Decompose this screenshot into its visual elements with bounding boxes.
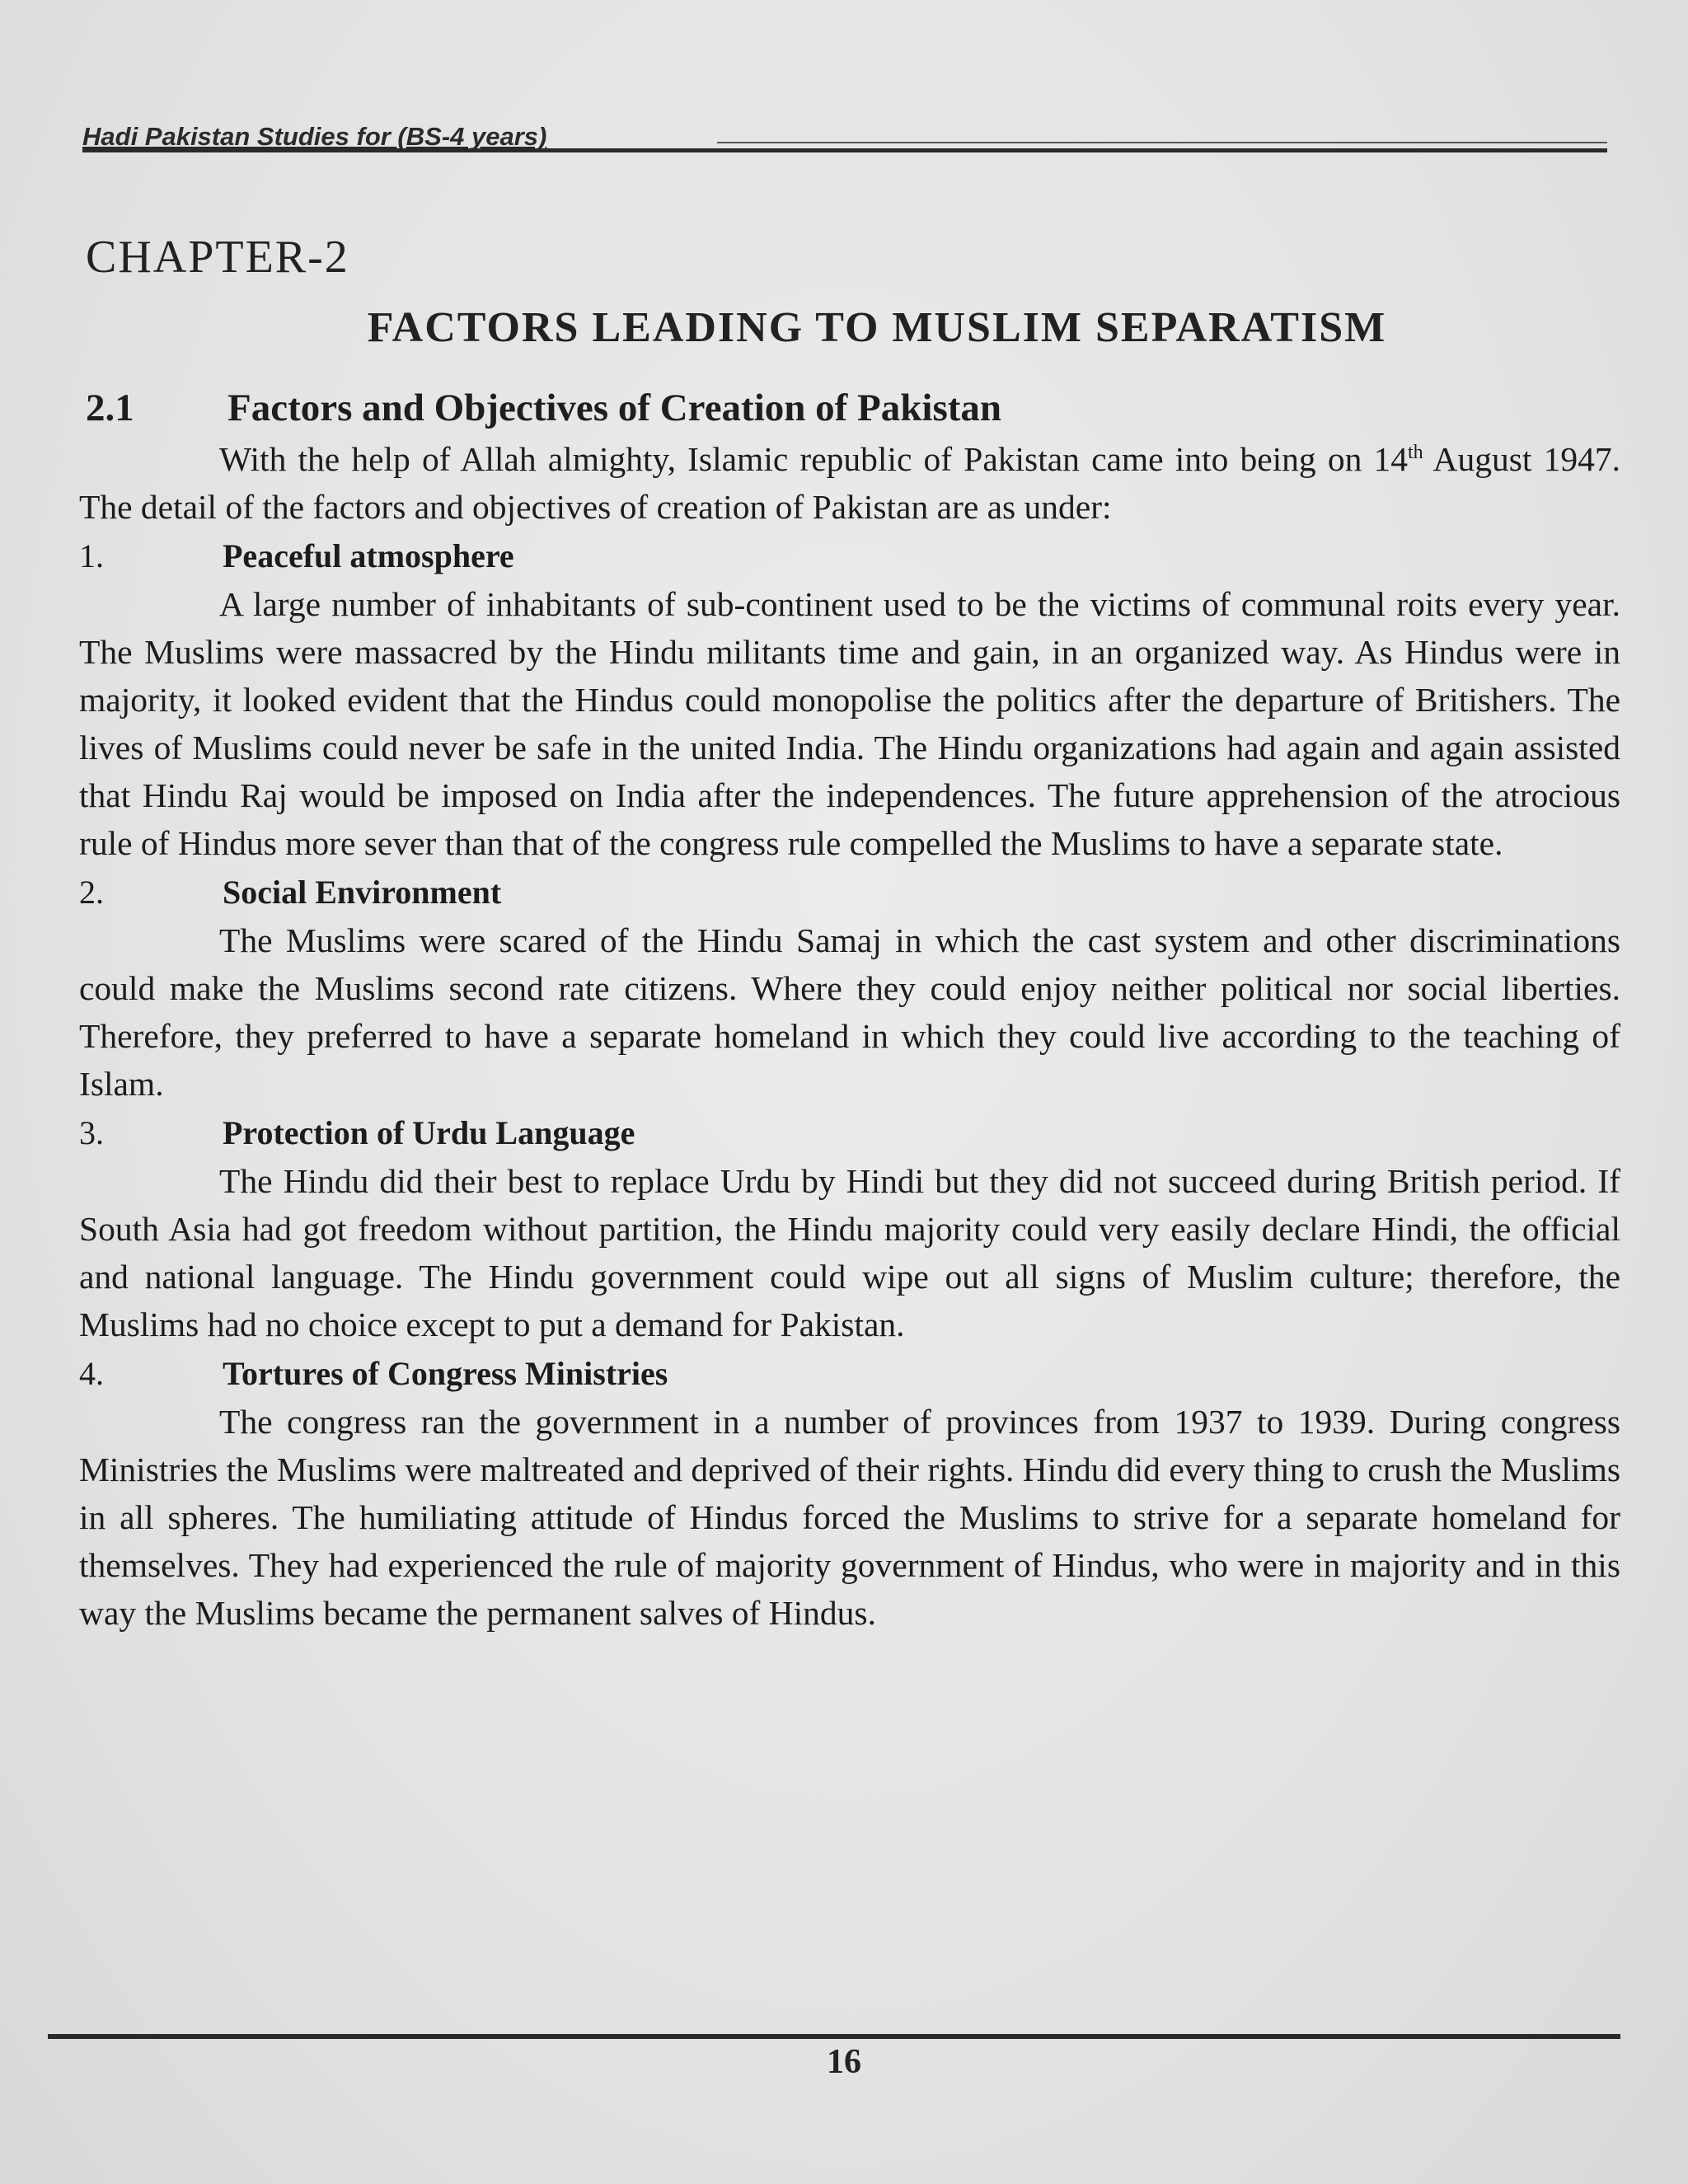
item-number: 1.	[79, 537, 104, 574]
item-title: Tortures of Congress Ministries	[223, 1355, 668, 1392]
item-title: Protection of Urdu Language	[223, 1114, 635, 1151]
item-heading-peaceful-atmosphere	[79, 532, 1620, 580]
page-number: 16	[827, 2043, 861, 2081]
item-heading-social-environment	[79, 869, 1620, 916]
chapter-label: CHAPTER-2	[86, 232, 349, 283]
intro-text-part1: With the help of Allah almighty, Islamic republic of Pakistan came into being on 14	[219, 440, 1408, 478]
header-rule	[82, 148, 1607, 152]
item-heading-congress-ministries	[79, 1350, 1620, 1398]
section-number: 2.1	[86, 387, 134, 429]
item-title: Social Environment	[223, 874, 502, 911]
section-title: Factors and Objectives of Creation of Pakistan	[227, 387, 1002, 429]
intro-text-part2: August 1947. The detail of the factors and objectives of creation of Pakistan are as under:	[79, 440, 1620, 526]
item-heading-urdu-language	[79, 1109, 1620, 1157]
item-paragraph-urdu-language: The Hindu did their best to replace Urdu by Hindi but they did not succeed during British period. If South Asia had got freedom without partition, the Hindu majority could very easily declare Hindi, the official and national language. The Hindu government could wipe out all signs of Muslim culture; therefore, the Muslims had no choice except to put a demand for Pakistan.	[79, 1162, 1620, 1343]
item-paragraph-peaceful-atmosphere: A large number of inhabitants of sub-continent used to be the victims of communal roits every year. The Muslims were massacred by the Hindu militants time and gain, in an organized way. As Hindus were in majority, it looked evident that the Hindus could monopolise the politics after the departure of Britishers. The lives of Muslims could never be safe in the united India. The Hindu organizations had again and again assisted that Hindu Raj would be imposed on India after the independences. The future apprehension of the atrocious rule of Hindus more sever than that of the congress rule compelled the Muslims to have a separate state.	[79, 585, 1620, 862]
item-title: Peaceful atmosphere	[223, 537, 514, 574]
item-number: 4.	[79, 1355, 104, 1392]
running-header: Hadi Pakistan Studies for (BS-4 years)	[82, 122, 547, 151]
header-rule-thin	[717, 142, 1607, 143]
item-paragraph-social-environment: The Muslims were scared of the Hindu Samaj in which the cast system and other discriminations could make the Muslims second rate citizens. Where they could enjoy neither political nor social liberties. Therefore, they preferred to have a separate homeland in which they could live according to the teaching of Islam.	[79, 921, 1620, 1103]
footer-rule	[48, 2034, 1620, 2039]
chapter-title: FACTORS LEADING TO MUSLIM SEPARATISM	[367, 304, 1387, 351]
item-number: 2.	[79, 874, 104, 911]
item-paragraph-congress-ministries: The congress ran the government in a number of provinces from 1937 to 1939. During congress Ministries the Muslims were maltreated and deprived of their rights. Hindu did every thing to crush the Muslims in all spheres. The humiliating attitude of Hindus forced the Muslims to strive for a separate homeland for themselves. They had experienced the rule of majority government of Hindus, who were in majority and in this way the Muslims became the permanent salves of Hindus.	[79, 1403, 1620, 1632]
intro-superscript: th	[1408, 442, 1423, 464]
section-intro	[79, 435, 1620, 531]
page-content	[79, 435, 1620, 1637]
section-heading	[86, 386, 1001, 430]
item-number: 3.	[79, 1114, 104, 1151]
